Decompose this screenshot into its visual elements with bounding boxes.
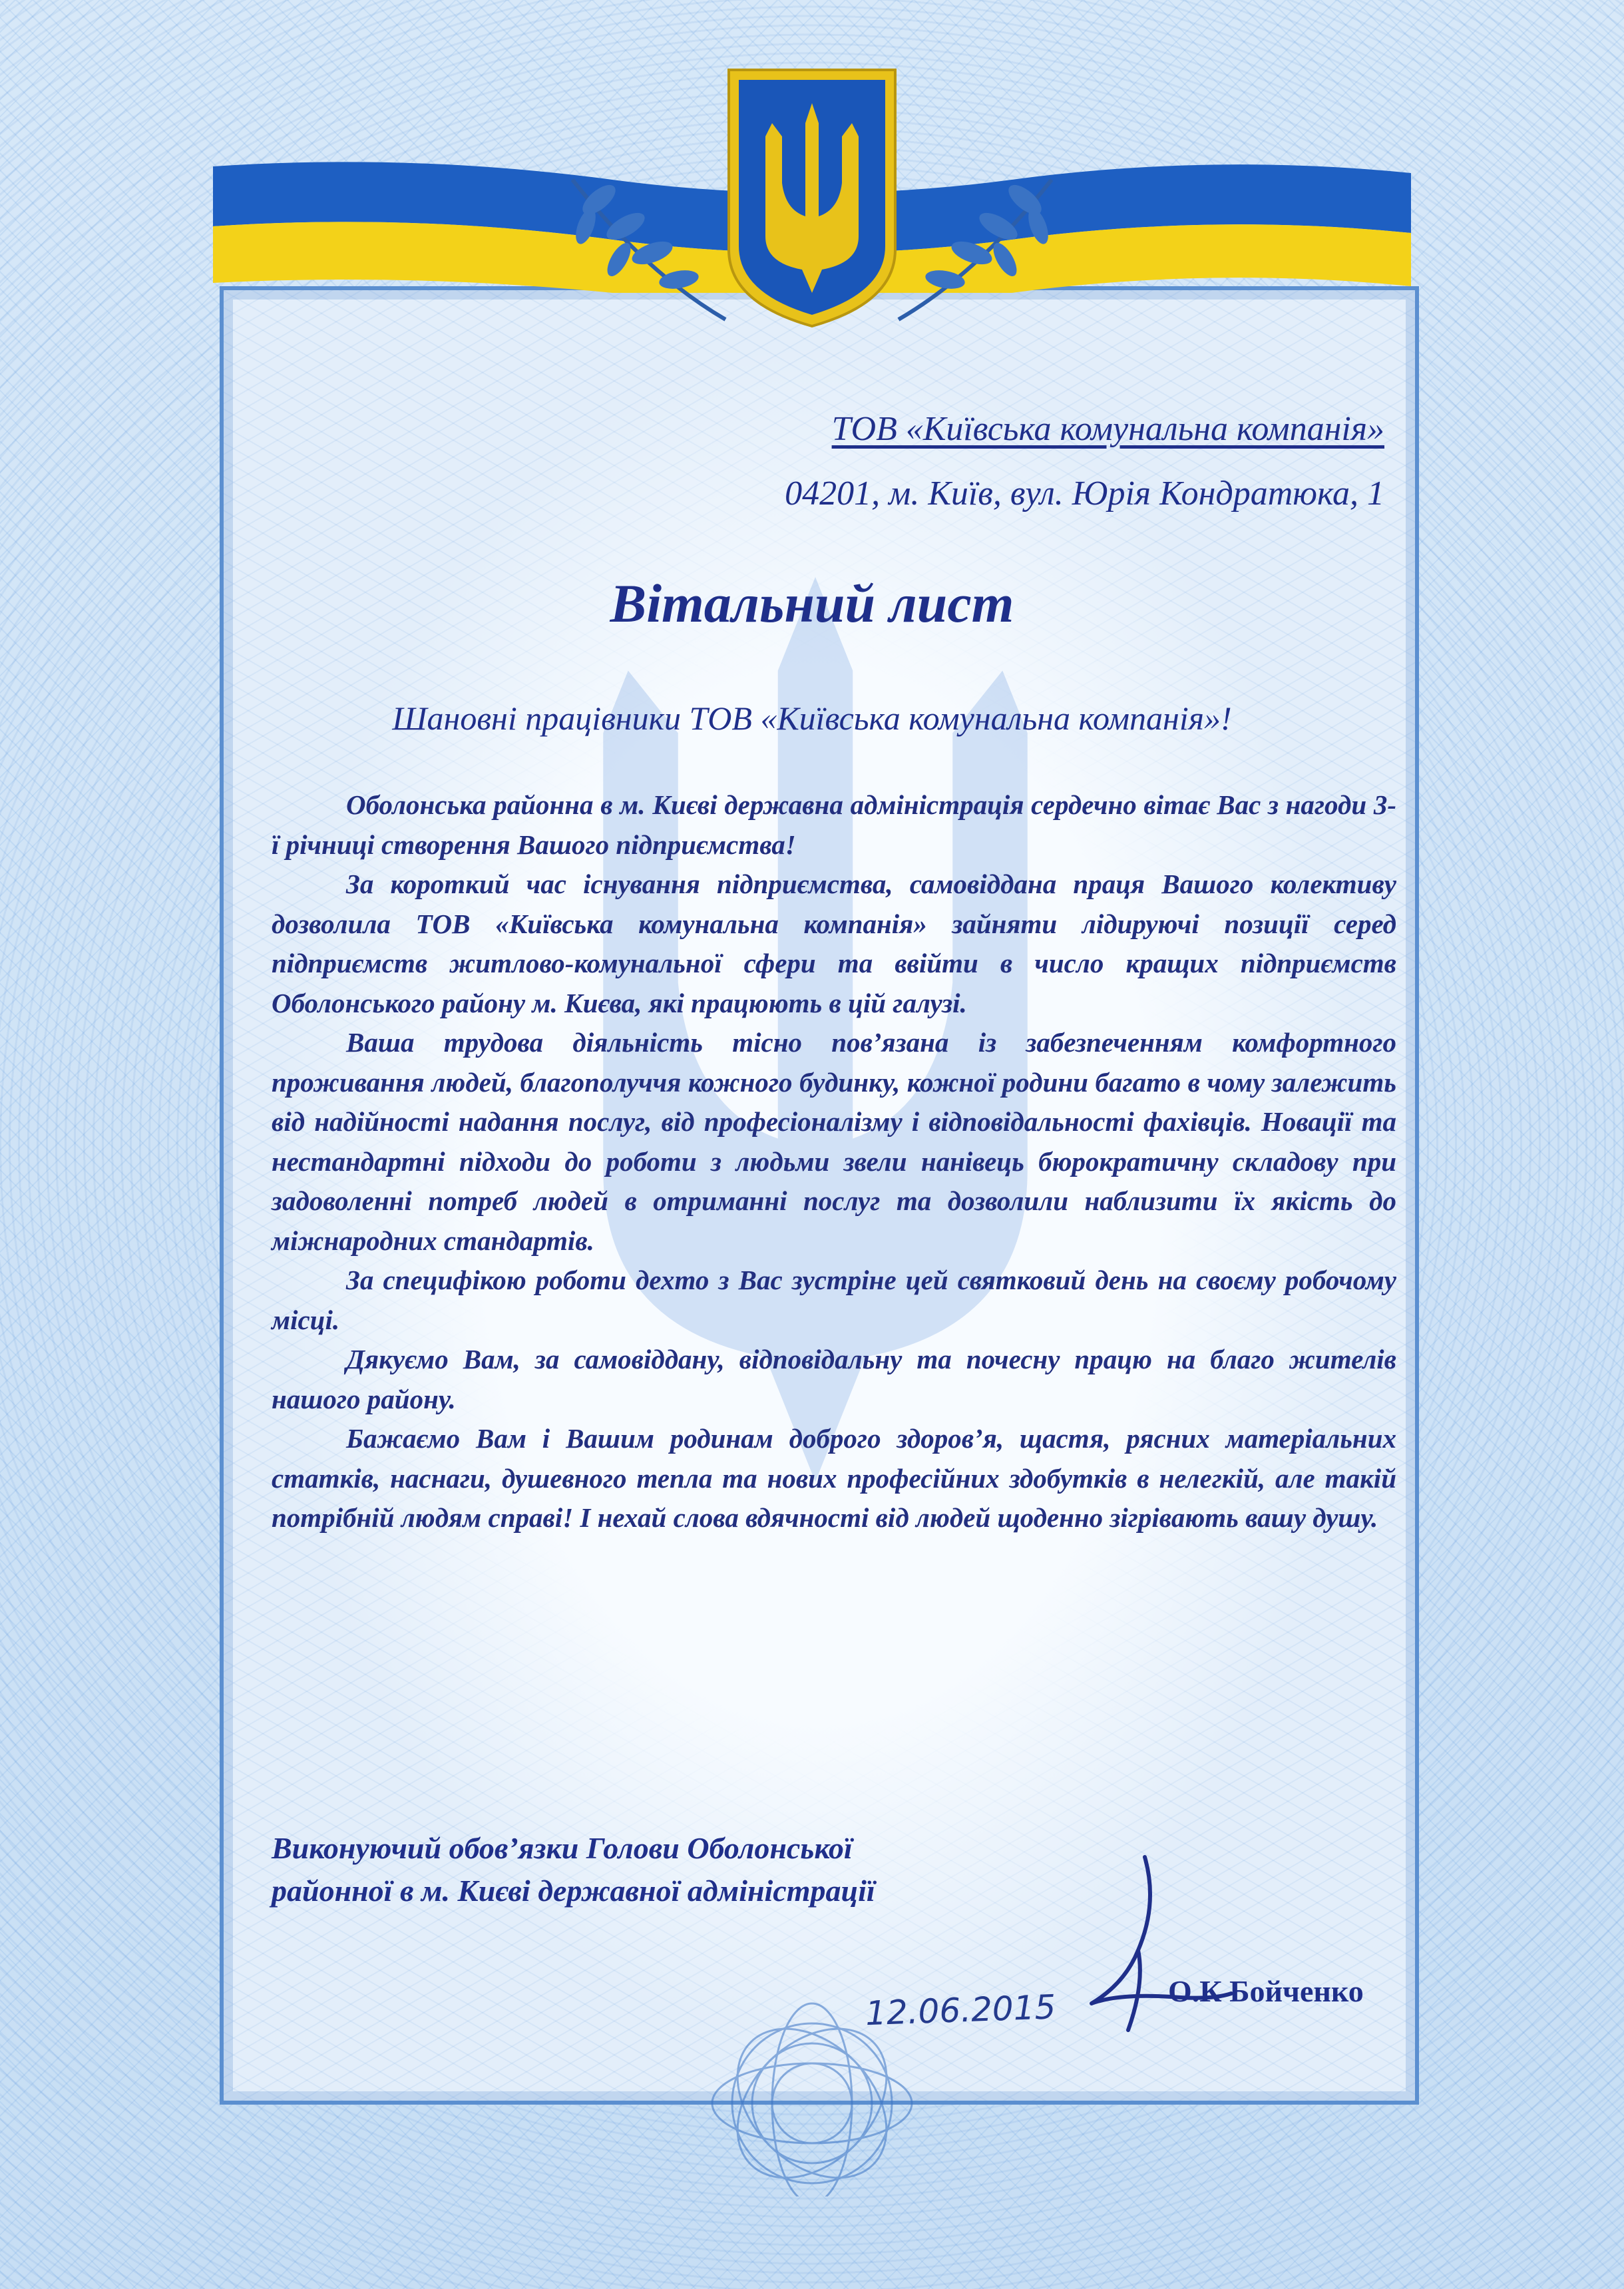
- signer-position-line: Виконуючий обов’язки Голови Оболонської: [272, 1831, 853, 1865]
- body-paragraph: За специфікою роботи дехто з Вас зустріне цей святковий день на своєму робочому місці.: [272, 1265, 1396, 1335]
- body-paragraph: Оболонська районна в м. Києві державна адміністрація сердечно вітає Вас з нагоди 3-ї річниці створення Вашого підприємства!: [272, 789, 1396, 860]
- trident-coat-of-arms-icon: [722, 63, 902, 329]
- laurel-branch-icon: [546, 153, 732, 326]
- organization-address: 04201, м. Київ, вул. Юрія Кондратюка, 1: [785, 475, 1384, 513]
- signer-position: [272, 1827, 1070, 1912]
- body-paragraph: За короткий час існування підприємства, самовіддана праця Вашого колективу дозволила ТОВ «Київська комунальна компанія» зайняти лідируючі позиції серед підприємств житлово-комунальної сфери та ввійти в число кращих підприємств Оболонського району м. Києва, які працюють в цій галузі.: [272, 869, 1396, 1018]
- organization-name: ТОВ «Київська комунальна компанія»: [831, 410, 1384, 448]
- signer-position-line: районної в м. Києві державної адміністрації: [272, 1874, 875, 1908]
- body-paragraph: Дякуємо Вам, за самовіддану, відповідальну та почесну працю на благо жителів нашого району.: [272, 1344, 1396, 1414]
- body-paragraph: Ваша трудова діяльність тісно пов’язана із забезпеченням комфортного проживання людей, благополуччя кожного будинку, кожної родини багато в чому залежить від надійності надання послуг, від професіоналізму і відповідальності фахівців. Новації та нестандартні підходи до роботи з людьми звели нанівець бюрократичну складову при задоволенні потреб людей в отриманні послуг та дозволили наблизити їх якість до міжнародних стандартів.: [272, 1027, 1396, 1256]
- laurel-branch-icon: [892, 153, 1078, 326]
- signature-date: 12.06.2015: [865, 1987, 1057, 2033]
- letter-title: Вітальний лист: [610, 573, 1014, 634]
- signer-name: О.К Бойченко: [1168, 1974, 1364, 2008]
- body-paragraph: Бажаємо Вам і Вашим родинам доброго здоров’я, щастя, рясних матеріальних статків, наснаги, душевного тепла та нових професійних здобутків в нелегкій, але такій потрібній людям справі! І нехай слова вдячності від людей щоденно зігрівають вашу душу.: [272, 1423, 1396, 1533]
- letter-salutation: Шановні працівники ТОВ «Київська комунальна компанія»!: [392, 700, 1232, 737]
- letter-body: [272, 785, 1396, 1538]
